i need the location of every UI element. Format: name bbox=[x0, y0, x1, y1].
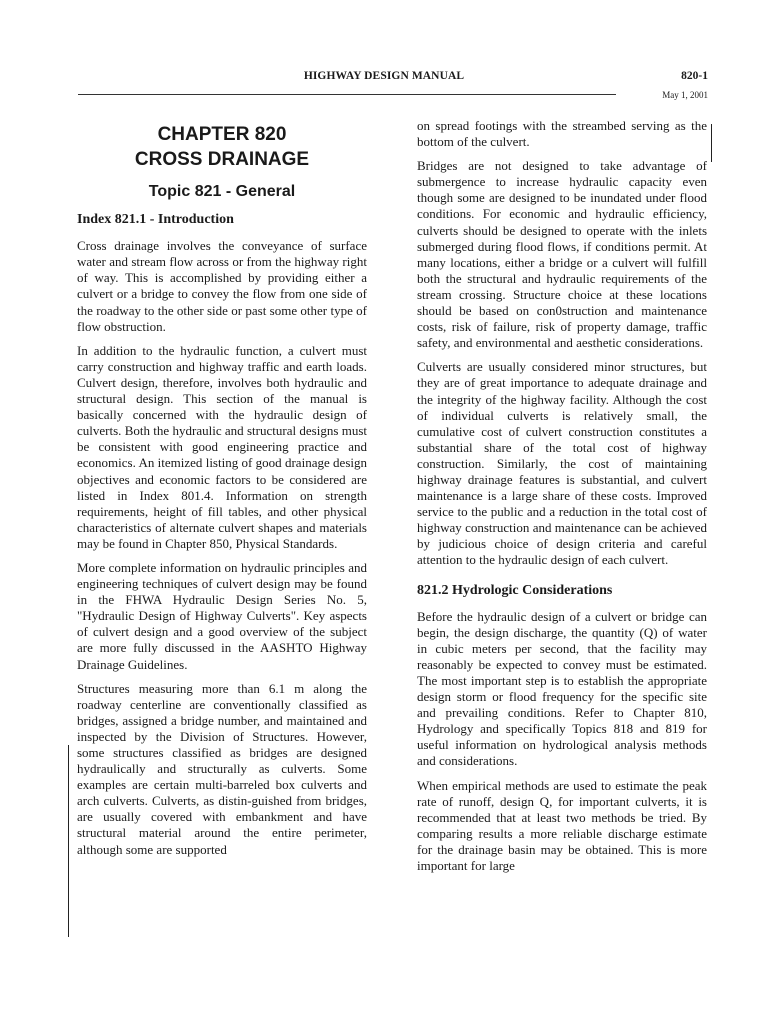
paragraph: In addition to the hydraulic function, a culvert must carry construction and highway traffic and earth loads. Culvert design, therefore, involves both hydraulic and structural design. This section of the manual is basically concerned with the hydraulic design of culverts. Both the hydraulic and structural designs must be consistent with good engineering practice and economics. An itemized listing of good drainage design objectives and economic factors to be considered are listed in Index 801.4. Information on strength requirements, height of fill tables, and other physical characteristics of alternate culvert shapes and materials may be found in Chapter 850, Physical Standards. bbox=[77, 342, 367, 551]
running-header-title: HIGHWAY DESIGN MANUAL bbox=[303, 70, 465, 82]
paragraph: Before the hydraulic design of a culvert or bridge can begin, the design discharge, the quantity (Q) of water in cubic meters per second, that the facility may reasonably be expected to convey must be estimated. The most important step is to establish the appropriate design storm or flood frequency for the specific site and prevailing conditions. Refer to Chapter 810, Hydrology and specifically Topics 818 and 819 for useful information on hydrological analysis methods and considerations. bbox=[417, 608, 707, 769]
section-heading: 821.2 Hydrologic Considerations bbox=[417, 582, 613, 598]
revision-date: May 1, 2001 bbox=[662, 90, 708, 100]
paragraph: Bridges are not designed to take advantage of submergence to increase hydraulic capacity even though some are designed to be inundated under flood conditions. For economic and hydraulic efficiency, culverts should be designed to operate with the inlets submerged during flood flows, if conditions permit. At many locations, either a bridge or a culvert will fulfill both the structural and hydraulic requirements of the stream crossing. Structure choice at these locations should be based on con0struction and maintenance costs, risk of failure, risk of property damage, traffic safety, and environmental and aesthetic considerations. bbox=[417, 158, 707, 351]
index-heading: Index 821.1 - Introduction bbox=[77, 212, 234, 228]
paragraph: More complete information on hydraulic principles and engineering techniques of culvert design may be found in the FHWA Hydraulic Design Series No. 5, "Hydraulic Design of Highway Culverts". Key aspects of culvert design and a good overview of the subject are more fully discussed in the AASHTO Highway Drainage Guidelines. bbox=[77, 559, 367, 672]
left-column bbox=[77, 118, 367, 866]
paragraph: When empirical methods are used to estimate the peak rate of runoff, design Q, for important culverts, it is recommended that at least two methods be tried. By comparing results a more reliable discharge estimate for the drainage basin may be obtained. This is more important for large bbox=[417, 777, 707, 874]
header-rule bbox=[78, 94, 616, 95]
paragraph: Culverts are usually considered minor structures, but they are of great importance to adequate drainage and the integrity of the highway facility. Although the cost of individual culverts is relatively small, the cumulative cost of culvert construction constitutes a substantial share of the total cost of highway construction. Similarly, the cost of maintaining highway drainage features is substantial, and culvert maintenance is a large share of these costs. Improved service to the public and a reduction in the total cost of highway construction and maintenance can be achieved by judicious choice of design criteria and careful attention to the hydraulic design of each culvert. bbox=[417, 359, 707, 568]
page-number: 820-1 bbox=[681, 70, 708, 82]
paragraph: on spread footings with the streambed serving as the bottom of the culvert. bbox=[417, 118, 707, 150]
chapter-number: CHAPTER 820 bbox=[157, 124, 287, 145]
revision-bar-left bbox=[68, 745, 69, 937]
chapter-title bbox=[77, 122, 367, 172]
chapter-name: CROSS DRAINAGE bbox=[134, 149, 310, 170]
topic-heading: Topic 821 - General bbox=[148, 183, 296, 200]
revision-bar-right bbox=[711, 124, 712, 162]
right-column bbox=[417, 118, 707, 882]
paragraph: Cross drainage involves the conveyance of surface water and stream flow across or from the highway right of way. This is accomplished by providing either a culvert or a bridge to convey the flow from one side of the roadway to the other side or past some other type of flow obstruction. bbox=[77, 238, 367, 334]
paragraph: Structures measuring more than 6.1 m along the roadway centerline are conventionally classified as bridges, assigned a bridge number, and maintained and inspected by the Division of Structures. However, some structures classified as bridges are designed hydraulically and structurally as culverts. Some examples are certain multi-barreled box culverts and arch culverts. Culverts, as distin-guished from bridges, are usually covered with embankment and have structural material around the entire perimeter, although some are supported bbox=[77, 680, 367, 857]
